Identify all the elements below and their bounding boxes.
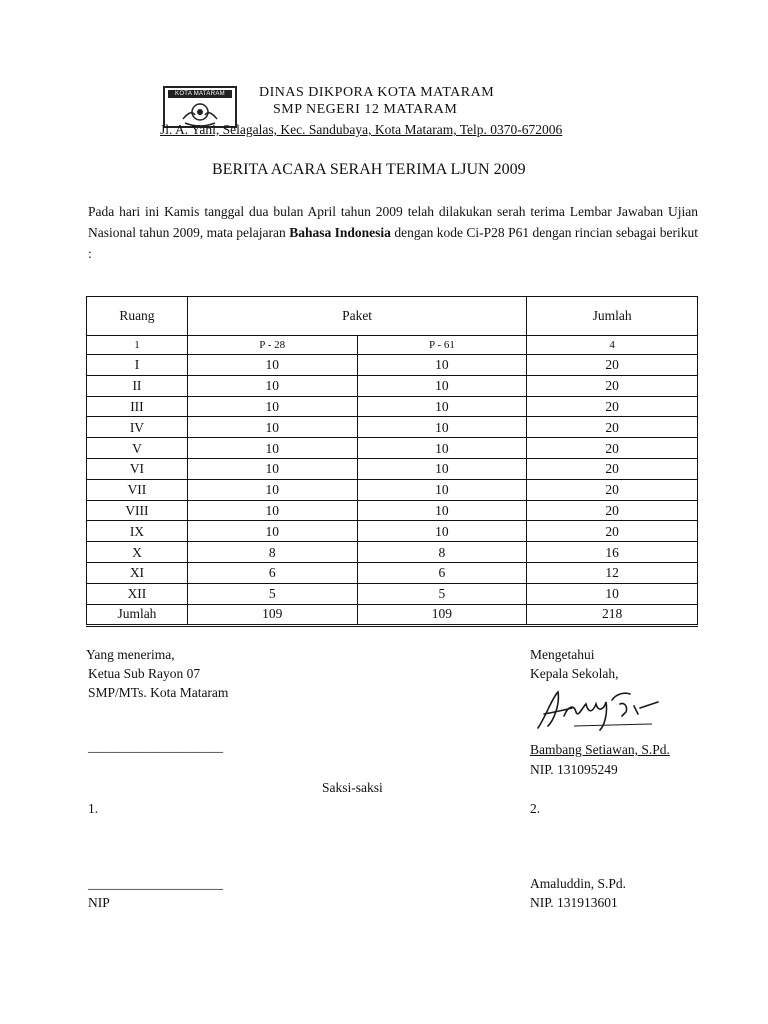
cell-jumlah: 16 [527,542,698,563]
table-subheader-row [87,336,698,355]
header-agency: DINAS DIKPORA KOTA MATARAM [259,85,495,100]
subject-name: Bahasa Indonesia [289,225,391,240]
table-row [87,396,698,417]
approval-label: Mengetahui [530,647,595,662]
cell-jumlah: 20 [527,521,698,542]
cell-p28: 10 [187,458,357,479]
cell-jumlah: 20 [527,458,698,479]
table-row [87,458,698,479]
cell-jumlah: 20 [527,417,698,438]
table-total-row [87,604,698,625]
cell-p61: 6 [357,562,527,583]
cell-ruang: XII [87,583,188,604]
cell-p28: 10 [187,479,357,500]
headmaster-nip: NIP. 131095249 [530,762,618,777]
cell-p28: 6 [187,562,357,583]
witness-2-number: 2. [530,801,541,816]
cell-p28: 10 [187,355,357,376]
table-row [87,500,698,521]
table-row [87,521,698,542]
subheader-col1: 1 [87,336,188,355]
document-title: BERITA ACARA SERAH TERIMA LJUN 2009 [212,161,526,178]
witness-1-nip: NIP [88,895,110,910]
table-row [87,542,698,563]
cell-p61: 10 [357,500,527,521]
table-row [87,438,698,459]
table-row [87,375,698,396]
witness-1-number: 1. [88,801,99,816]
cell-p61: 10 [357,375,527,396]
total-p61: 109 [357,604,527,625]
header-address: Jl. A. Yani, Selagalas, Kec. Sandubaya, Kota Mataram, Telp. 0370-672006 [160,122,563,137]
headmaster-name: Bambang Setiawan, S.Pd. [530,742,670,757]
cell-jumlah: 12 [527,562,698,583]
paragraph-part1: Pada hari ini Kamis tanggal dua bulan April tahun 2009 telah dilakukan serah terima Lembar Jawaban Ujian Nasional tahun 2009, mata pelajaran [88,204,698,240]
cell-ruang: VI [87,458,188,479]
cell-jumlah: 10 [527,583,698,604]
cell-ruang: VII [87,479,188,500]
witnesses-title: Saksi-saksi [322,780,383,795]
receiver-signature-line: ____________________ [88,739,223,754]
table-row [87,562,698,583]
cell-ruang: V [87,438,188,459]
cell-ruang: X [87,542,188,563]
cell-p28: 5 [187,583,357,604]
intro-paragraph [88,201,698,264]
total-jumlah: 218 [527,604,698,625]
approval-position: Kepala Sekolah, [530,666,619,681]
receiver-label: Yang menerima, [86,647,175,662]
subheader-col4: 4 [527,336,698,355]
cell-p28: 10 [187,396,357,417]
table-row [87,583,698,604]
header-paket: Paket [187,297,526,336]
paragraph-part2: dengan kode Ci-P28 P61 dengan rincian sebagai berikut : [88,225,698,261]
cell-jumlah: 20 [527,479,698,500]
table-header-row [87,297,698,336]
cell-jumlah: 20 [527,375,698,396]
cell-p61: 10 [357,438,527,459]
cell-p28: 8 [187,542,357,563]
header-ruang: Ruang [87,297,188,336]
table-row [87,355,698,376]
table-row [87,417,698,438]
cell-p61: 10 [357,479,527,500]
cell-jumlah: 20 [527,355,698,376]
witness-1-signature-line: ____________________ [88,876,223,891]
table-row [87,479,698,500]
cell-p61: 5 [357,583,527,604]
cell-ruang: XI [87,562,188,583]
headmaster-signature [534,686,664,734]
receiver-organization: SMP/MTs. Kota Mataram [88,685,229,700]
witness-2-nip: NIP. 131913601 [530,895,618,910]
cell-ruang: III [87,396,188,417]
subheader-p61: P - 61 [357,336,527,355]
cell-p61: 10 [357,396,527,417]
subheader-p28: P - 28 [187,336,357,355]
witness-2-name: Amaluddin, S.Pd. [530,876,627,891]
cell-p61: 10 [357,417,527,438]
cell-p28: 10 [187,375,357,396]
header-jumlah: Jumlah [527,297,698,336]
cell-p28: 10 [187,500,357,521]
cell-p61: 10 [357,458,527,479]
cell-p61: 8 [357,542,527,563]
cell-p61: 10 [357,521,527,542]
cell-jumlah: 20 [527,396,698,417]
cell-ruang: IV [87,417,188,438]
cell-p28: 10 [187,438,357,459]
cell-p28: 10 [187,417,357,438]
cell-ruang: II [87,375,188,396]
cell-p28: 10 [187,521,357,542]
total-label: Jumlah [87,604,188,625]
receiver-position: Ketua Sub Rayon 07 [88,666,201,681]
cell-jumlah: 20 [527,438,698,459]
cell-p61: 10 [357,355,527,376]
table-body [87,355,698,605]
total-p28: 109 [187,604,357,625]
cell-ruang: I [87,355,188,376]
cell-jumlah: 20 [527,500,698,521]
cell-ruang: IX [87,521,188,542]
header-school: SMP NEGERI 12 MATARAM [273,102,458,117]
logo-text: KOTA MATARAM [168,90,232,98]
handover-table [86,296,698,627]
cell-ruang: VIII [87,500,188,521]
